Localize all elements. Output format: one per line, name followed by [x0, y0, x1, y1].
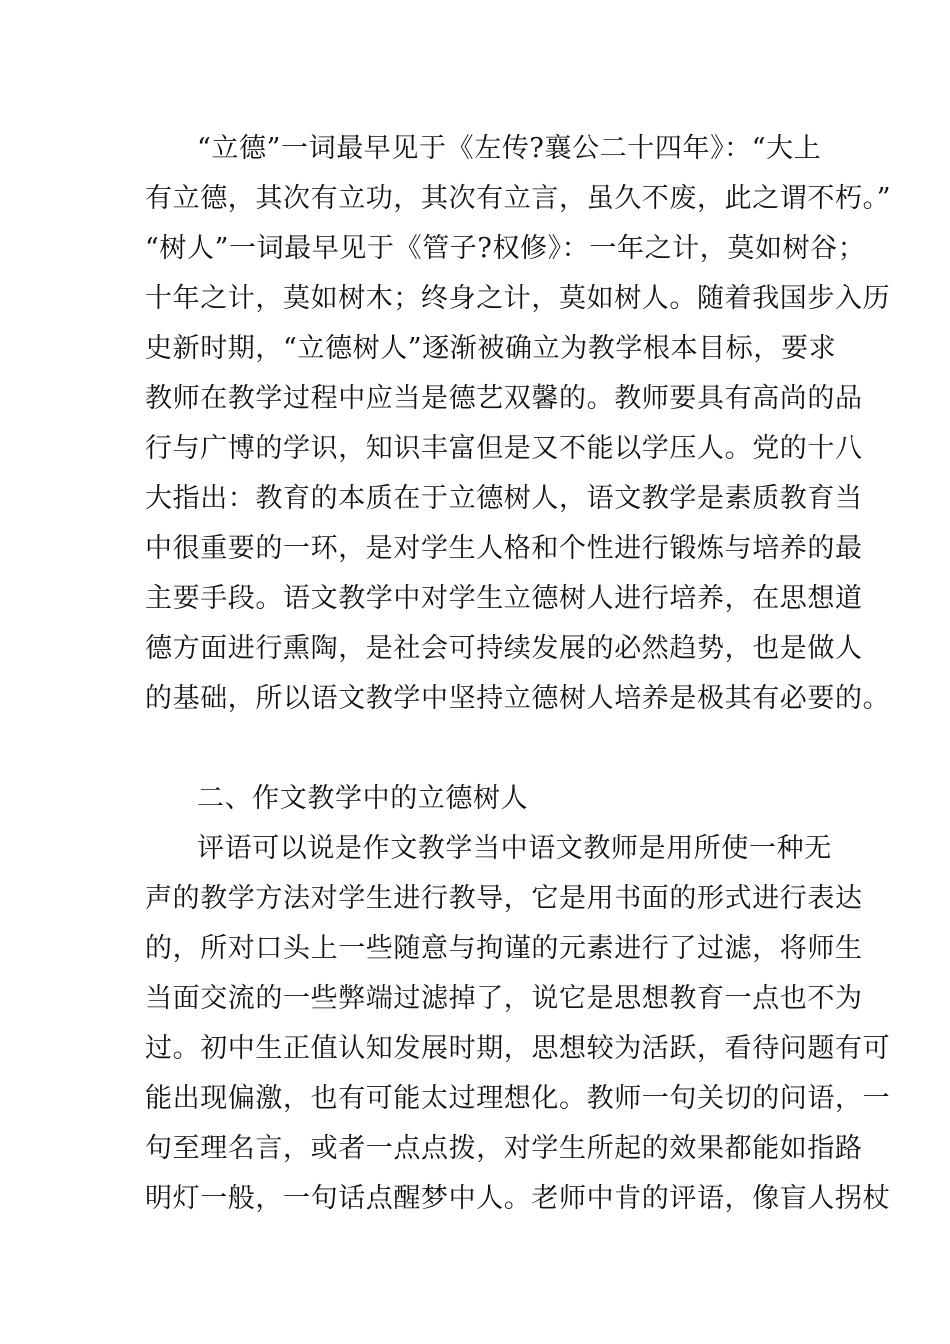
paragraph-1-line-2: 有立德，其次有立功，其次有立言，虽久不废，此之谓不朽。” [145, 183, 892, 214]
paragraph-2-line-4: 当面交流的一些弊端过滤掉了，说它是思想教育一点也不为 [145, 983, 863, 1014]
paragraph-1-line-3: “树人”一词最早见于《管子?权修》：一年之计，莫如树谷； [145, 233, 866, 264]
paragraph-2-line-8: 明灯一般，一句话点醒梦中人。老师中肯的评语，像盲人拐杖 [145, 1183, 891, 1214]
paragraph-2-line-3: 的，所对口头上一些随意与拘谨的元素进行了过滤，将师生 [145, 933, 863, 964]
paragraph-2-line-6: 能出现偏激，也有可能太过理想化。教师一句关切的问语，一 [145, 1083, 891, 1114]
paragraph-2-line-1: 评语可以说是作文教学当中语文教师是用所使一种无 [197, 833, 832, 864]
paragraph-1-line-12: 的基础，所以语文教学中坚持立德树人培养是极其有必要的。 [145, 683, 891, 714]
paragraph-2-line-7: 句至理名言，或者一点点拨，对学生所起的效果都能如指路 [145, 1133, 863, 1164]
paragraph-2-line-5: 过。初中生正值认知发展时期，思想较为活跃，看待问题有可 [145, 1033, 891, 1064]
paragraph-1-line-8: 大指出：教育的本质在于立德树人，语文教学是素质教育当 [145, 483, 863, 514]
section-heading: 二、作文教学中的立德树人 [197, 783, 529, 814]
paragraph-1-line-10: 主要手段。语文教学中对学生立德树人进行培养，在思想道 [145, 583, 863, 614]
paragraph-1-line-1: “立德”一词最早见于《左传?襄公二十四年》：“大上 [197, 133, 822, 164]
paragraph-1-line-4: 十年之计，莫如树木；终身之计，莫如树人。随着我国步入历 [145, 283, 891, 314]
paragraph-1-line-11: 德方面进行熏陶，是社会可持续发展的必然趋势，也是做人 [145, 633, 863, 664]
paragraph-1-line-7: 行与广博的学识，知识丰富但是又不能以学压人。党的十八 [145, 433, 863, 464]
paragraph-2-line-2: 声的教学方法对学生进行教导，它是用书面的形式进行表达 [145, 883, 863, 914]
paragraph-1-line-5: 史新时期，“立德树人”逐渐被确立为教学根本目标，要求 [145, 333, 837, 364]
paragraph-1-line-6: 教师在教学过程中应当是德艺双馨的。教师要具有高尚的品 [145, 383, 863, 414]
paragraph-1-line-9: 中很重要的一环，是对学生人格和个性进行锻炼与培养的最 [145, 533, 863, 564]
